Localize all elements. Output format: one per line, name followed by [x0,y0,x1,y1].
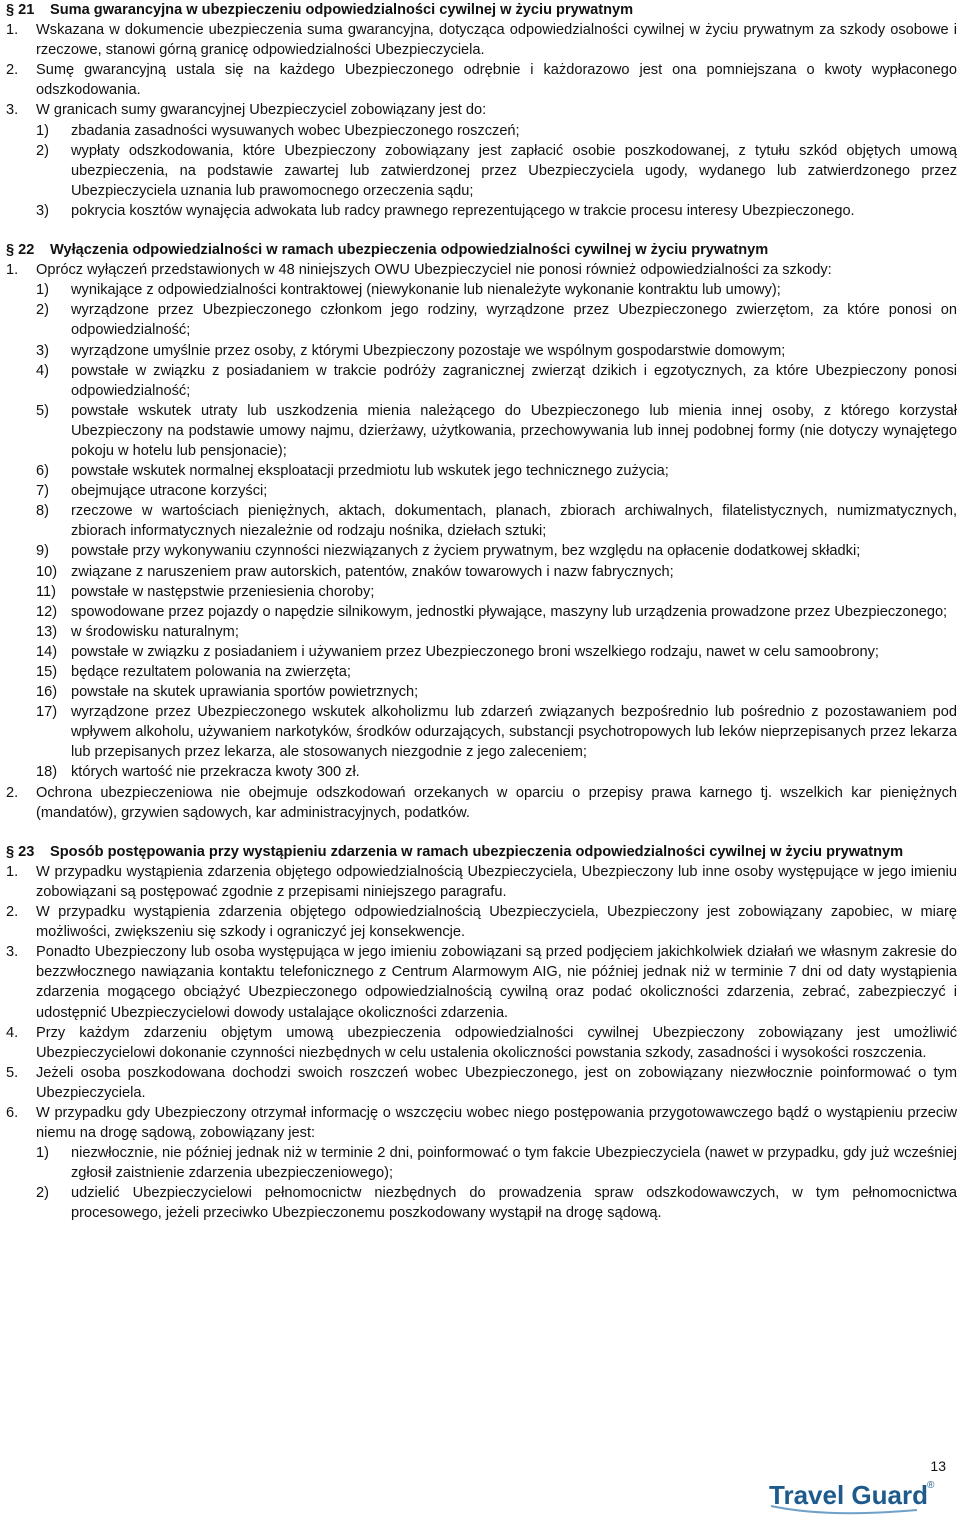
list-item [36,702,957,762]
section-21-title: Suma gwarancyjna w ubezpieczeniu odpowiedzialności cywilnej w życiu prywatnym [50,2,634,18]
page-number: 13 [930,1458,946,1474]
section-22-heading [6,240,957,260]
list-item-number: 9) [36,543,49,560]
list-item-number: 17) [36,704,58,721]
paragraph-text: Ponadto Ubezpieczony lub osoba występująca w jego imieniu zobowiązani są przed podjęciem jakichkolwiek działań we własnym zakresie do bezzwłocznego nawiązania kontaktu telefonicznego z Centrum Alarmowym AIG, nie później jednak niż w terminie 7 dni od daty wystąpienia zdarzenia mogącego obciążyć Ubezpieczonego odpowiedzialnością cywilną oraz podać okoliczności zdarzenia, zebrać, zabezpieczyć i udostępnić Ubezpieczycielowi dowody ustalające okoliczności zdarzenia. [36,944,957,1021]
list-item-text: będące rezultatem polowania na zwierzęta; [71,664,351,680]
list-item [36,682,957,702]
list-item-number: 7) [36,483,49,500]
section-21-heading [6,0,957,20]
paragraph-number: 3. [6,944,19,961]
list-item [36,341,957,361]
section-23-title: Sposób postępowania przy wystąpieniu zdarzenia w ramach ubezpieczenia odpowiedzialności cywilnej w życiu prywatnym [50,843,904,860]
list-item [36,141,957,201]
section-22-paragraphs [6,260,957,823]
paragraph [6,862,957,902]
paragraph-number: 5. [6,1064,19,1081]
list-item-text: których wartość nie przekracza kwoty 300 zł. [71,764,360,781]
document-page [6,0,957,1224]
list-item-text: spowodowane przez pojazdy o napędzie silnikowym, jednostki pływające, maszyny lub urządzenia prowadzone przez Ubezpieczonego; [71,603,948,620]
list-item [36,461,957,481]
paragraph [6,20,957,60]
list-item-number: 10) [36,563,58,580]
list-item-number: 5) [36,402,49,419]
list-item-text: powstałe w związku z posiadaniem i używaniem przez Ubezpieczonego broni wszelkiego rodzaju, nawet w celu samoobrony; [71,643,879,660]
section-23-number: § 23 [6,843,35,860]
list-item-text: wynikające z odpowiedzialności kontraktowej (niewykonanie lub nienależyte wykonanie kontraktu lub umowy); [71,282,781,299]
list-item-text: wypłaty odszkodowania, które Ubezpieczony zobowiązany jest zapłacić osobie poszkodowanej, z tytułu szkód objętych umową ubezpieczenia, na podstawie zawartej lub zatwierdzonej przez Ubezpieczyciela ugody, wydanego lub zatwierdzonego przez Ubezpieczyciela uznania lub prawomocnego orzeczenia sądu; [71,142,957,199]
list-item-number: 1) [36,1145,49,1162]
list-item-number: 3) [36,202,49,219]
list-item [36,602,957,622]
list-item [36,481,957,501]
list-item-number: 4) [36,362,49,379]
list-item-text: związane z naruszeniem praw autorskich, patentów, znaków towarowych i nazw fabrycznych; [71,563,674,580]
paragraph-number: 3. [6,102,19,119]
list-item-text: powstałe w związku z posiadaniem w trakcie podróży zagranicznej zwierząt dzikich i egzotycznych, za które Ubezpieczony ponosi odpowiedzialność; [71,362,957,399]
list-item-text: powstałe przy wykonywaniu czynności niezwiązanych z życiem prywatnym, bez względu na opłacenie dodatkowej składki; [71,543,861,560]
paragraph [6,1103,957,1143]
paragraph-number: 1. [6,262,19,279]
paragraph-text: W przypadku wystąpienia zdarzenia objętego odpowiedzialnością Ubezpieczyciela, Ubezpieczony lub inne osoby występujące w jego imieniu zobowiązani są postępować zgodnie z przepisami niniejszego paragrafu. [36,863,957,900]
section-21-number: § 21 [6,2,35,18]
paragraph-text: Jeżeli osoba poszkodowana dochodzi swoich roszczeń wobec Ubezpieczonego, jest on zobowiązany niezwłocznie poinformować o tym Ubezpieczyciela. [36,1064,957,1101]
list-item-text: rzeczowe w wartościach pieniężnych, aktach, dokumentach, planach, zbiorach archiwalnych, filatelistycznych, numizmatycznych, zbiorach informatycznych niezależnie od rodzaju nośnika, dziełach sztuki; [71,503,957,540]
list-item [36,201,957,221]
list-item [36,280,957,300]
paragraph [6,942,957,1022]
list-item [36,622,957,642]
travel-guard-logo [767,1476,939,1520]
paragraph-text: Ochrona ubezpieczeniowa nie obejmuje odszkodowań orzekanych w oparciu o przepisy prawa karnego tj. wszelkich kar pieniężnych (mandatów), grzywien sądowych, kar administracyjnych, podatków. [36,784,957,821]
paragraph-number: 4. [6,1024,19,1041]
list-item [36,1183,957,1223]
list-item-text: powstałe na skutek uprawiania sportów powietrznych; [71,684,419,701]
paragraph-text: W granicach sumy gwarancyjnej Ubezpieczyciel zobowiązany jest do: [36,102,487,119]
paragraph [6,902,957,942]
list-item [36,562,957,582]
paragraph [6,100,957,120]
list-item-text: zbadania zasadności wysuwanych wobec Ubezpieczonego roszczeń; [71,122,520,139]
list-item-text: udzielić Ubezpieczycielowi pełnomocnictw niezbędnych do prowadzenia spraw odszkodowawczych, w tym pełnomocnictwa procesowego, jeżeli przeciwko Ubezpieczonemu poszkodowany wystąpił na drogę sądową. [71,1185,957,1222]
list-item-number: 14) [36,643,58,660]
paragraph-text: Oprócz wyłączeń przedstawionych w 48 niniejszych OWU Ubezpieczyciel nie ponosi również odpowiedzialności za szkody: [36,262,832,279]
paragraph-number: 1. [6,22,19,39]
list-item [36,300,957,340]
list-item-number: 2) [36,1185,49,1202]
paragraph-text: Przy każdym zdarzeniu objętym umową ubezpieczenia odpowiedzialności cywilnej Ubezpieczony zobowiązany jest umożliwić Ubezpieczycielowi dokonanie czynności niezbędnych w celu ustalenia okoliczności powstania szkody, zasadności i wysokości roszczenia. [36,1024,957,1061]
list-item-number: 1) [36,122,49,139]
list-item-text: powstałe wskutek utraty lub uszkodzenia mienia należącego do Ubezpieczonego lub mienia innej osoby, z którego korzystał Ubezpieczony na podstawie umowy najmu, dzierżawy, użytkowania, przechowywania lub innej podobnej formy (nie dotyczy wynajętego pokoju w hotelu lub pensjonacie); [71,402,957,459]
list-item [36,501,957,541]
list-item-number: 15) [36,664,58,680]
list-item-number: 2) [36,302,49,319]
paragraph [6,1023,957,1063]
list-item-text: powstałe w następstwie przeniesienia choroby; [71,583,375,600]
list-item-text: powstałe wskutek normalnej eksploatacji przedmiotu lub wskutek jego technicznego zużycia; [71,463,669,480]
paragraph-number: 1. [6,863,19,880]
list-item-text: niezwłocznie, nie później jednak niż w terminie 2 dni, poinformować o tym fakcie Ubezpieczyciela (nawet w przypadku, gdy już wcześniej zgłosił zaistnienie zdarzenia ubezpieczeniowego); [71,1145,957,1182]
list-item-text: wyrządzone przez Ubezpieczonego członkom jego rodziny, wyrządzone przez Ubezpieczonego zwierzętom, za które ponosi on odpowiedzialność; [71,302,957,339]
section-22-number: § 22 [6,242,35,259]
list-item-text: wyrządzone przez Ubezpieczonego wskutek alkoholizmu lub zdarzeń związanych bezpośrednio lub pośrednio z pozostawaniem pod wpływem alkoholu, używaniem narkotyków, środków odurzających, substancji psychotropowych lub leków nieprzepisanych przez lekarza lub przepisanych przez lekarza, ale stosowanych niezgodnie z jego zaleceniem; [71,704,957,761]
section-23-paragraphs [6,862,957,1224]
list-item [36,642,957,662]
list-item-number: 6) [36,463,49,480]
list-item-number: 16) [36,684,58,701]
paragraph-text: Sumę gwarancyjną ustala się na każdego Ubezpieczonego odrębnie i każdorazowo jest ona pomniejszana o kwoty wypłaconego odszkodowania. [36,62,957,99]
section-23-heading [6,842,957,862]
paragraph-text: Wskazana w dokumencie ubezpieczenia suma gwarancyjna, dotycząca odpowiedzialności cywilnej w życiu prywatnym za szkody osobowe i rzeczowe, stanowi górną granicę odpowiedzialności Ubezpieczyciela. [36,22,957,59]
list-item-text: pokrycia kosztów wynajęcia adwokata lub radcy prawnego reprezentującego w trakcie procesu interesy Ubezpieczonego. [71,202,855,219]
list-item [36,541,957,561]
paragraph [6,260,957,280]
paragraph [6,1063,957,1103]
paragraph [6,60,957,100]
list-item-number: 11) [36,583,57,600]
section-22-title: Wyłączenia odpowiedzialności w ramach ubezpieczenia odpowiedzialności cywilnej w życiu prywatnym [50,242,769,259]
list-item [36,401,957,461]
list-item [36,121,957,141]
section-21-paragraphs [6,20,957,221]
list-item-number: 1) [36,282,49,299]
list-item-number: 2) [36,142,49,159]
list-item [36,662,957,682]
list-item-number: 18) [36,764,58,781]
list-item-number: 3) [36,342,49,359]
list-item-text: w środowisku naturalnym; [71,623,239,640]
logo-registered-mark: ® [927,1480,935,1491]
list-item-number: 8) [36,503,49,520]
paragraph-number: 2. [6,62,19,79]
paragraph-text: W przypadku gdy Ubezpieczony otrzymał informację o wszczęciu wobec niego postępowania przygotowawczego bądź o wystąpieniu przeciw niemu na drogę sądową, zobowiązany jest: [36,1104,957,1142]
list-item [36,762,957,782]
logo-wordmark: Travel Guard [769,1480,928,1510]
list-item [36,1143,957,1183]
list-item-text: wyrządzone umyślnie przez osoby, z którymi Ubezpieczony pozostaje we wspólnym gospodarstwie domowym; [71,342,786,359]
list-item-text: obejmujące utracone korzyści; [71,483,268,500]
paragraph-number: 2. [6,784,19,801]
list-item [36,361,957,401]
list-item-number: 12) [36,603,58,620]
paragraph [6,783,957,823]
paragraph-text: W przypadku wystąpienia zdarzenia objętego odpowiedzialnością Ubezpieczyciela, Ubezpieczony jest zobowiązany zapobiec, w miarę możliwości, zwiększeniu się szkody i ograniczyć jej konsekwencje. [36,904,957,941]
list-item-number: 13) [36,623,58,640]
paragraph-number: 2. [6,904,19,921]
list-item [36,582,957,602]
paragraph-number: 6. [6,1104,19,1121]
